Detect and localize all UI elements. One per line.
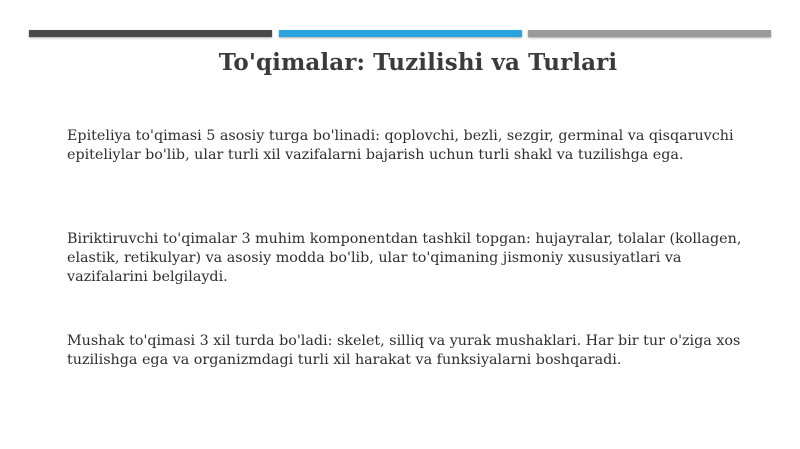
paragraph-epithelial: Epiteliya to'qimasi 5 asosiy turga bo'linadi: qoplovchi, bezli, sezgir, germinal va qisqaruvchi epiteliylar bo'lib, ular turli xil vazifalarni bajarish uchun turli shakl va tuzilishga ega. xyxy=(67,128,734,163)
paragraph-muscle: Mushak to'qimasi 3 xil turda bo'ladi: skelet, silliq va yurak mushaklari. Har bir tur o'ziga xos tuzilishga ega va organizmdagi turli xil harakat va funksiyalarni boshqaradi. xyxy=(67,333,741,368)
paragraph-connective: Biriktiruvchi to'qimalar 3 muhim komponentdan tashkil topgan: hujayralar, tolalar (kollagen, elastik, retikulyar) va asosiy modda bo'lib, ular to'qimaning jismoniy xususiyatlari va vazifalarini belgilaydi. xyxy=(67,231,742,285)
decorative-bar-left xyxy=(29,30,272,37)
decorative-bar-right xyxy=(528,30,771,37)
slide-title: To'qimalar: Tuzilishi va Turlari xyxy=(218,49,618,76)
decorative-bar-middle xyxy=(279,30,522,37)
